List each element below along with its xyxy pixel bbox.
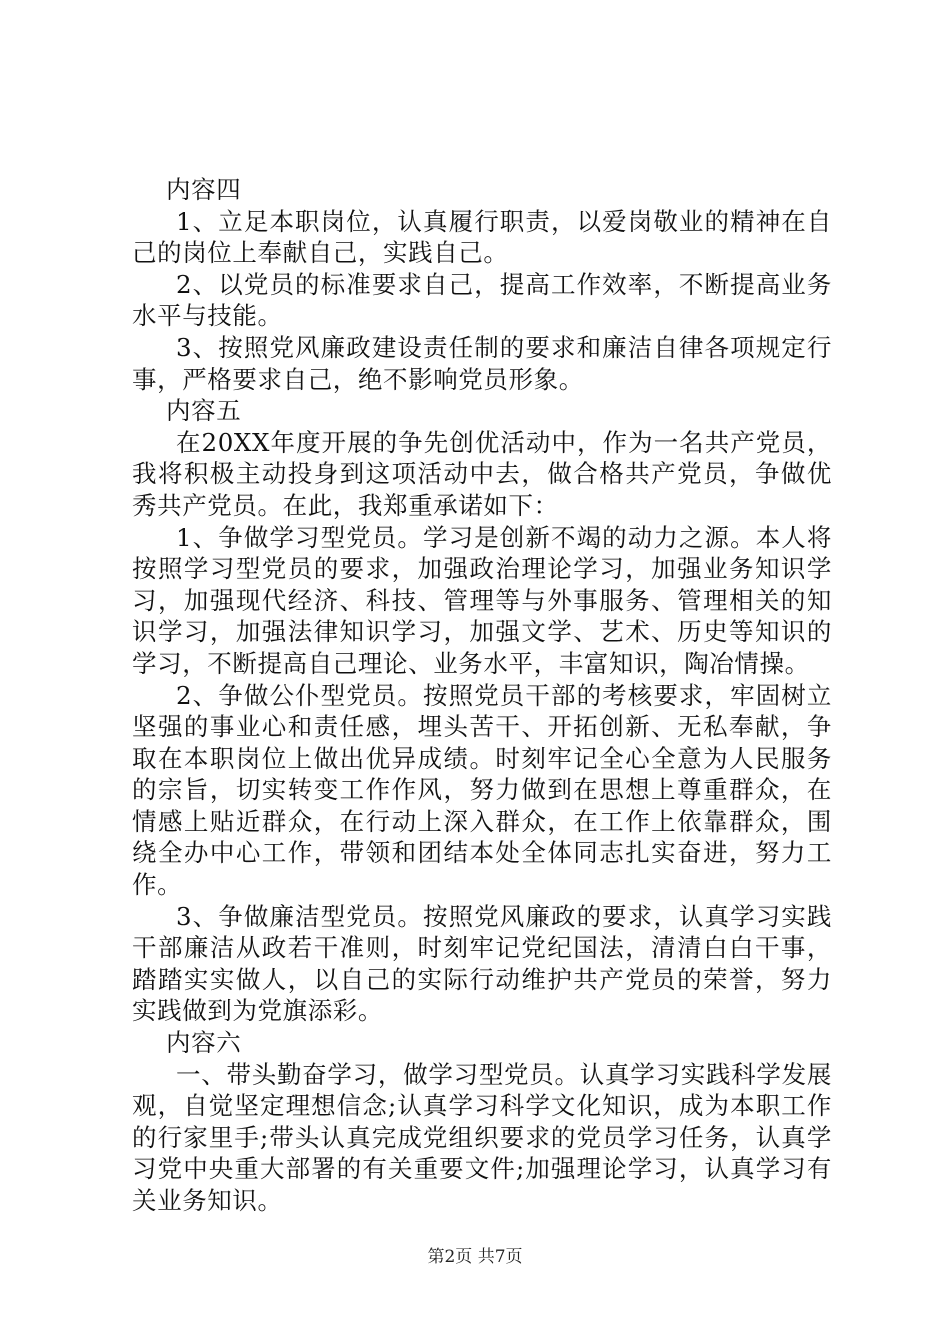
section-heading: 内容五	[166, 396, 242, 426]
document-body	[132, 174, 832, 1217]
paragraph: 3、争做廉洁型党员。按照党风廉政的要求，认真学习实践干部廉洁从政若干准则，时刻牢记党纪国法，清清白白干事，踏踏实实做人，以自己的实际行动维护共产党员的荣誉，努力实践做到为党旗添彩。	[132, 901, 832, 1026]
page-number-footer: 第2页 共7页	[427, 1247, 523, 1267]
paragraph: 3、按照党风廉政建设责任制的要求和廉洁自律各项规定行事，严格要求自己，绝不影响党员形象。	[132, 332, 832, 394]
paragraph: 在20XX年度开展的争先创优活动中，作为一名共产党员，我将积极主动投身到这项活动中去，做合格共产党员，争做优秀共产党员。在此，我郑重承诺如下：	[132, 427, 832, 520]
paragraph: 1、争做学习型党员。学习是创新不竭的动力之源。本人将按照学习型党员的要求，加强政治理论学习，加强业务知识学习，加强现代经济、科技、管理等与外事服务、管理相关的知识学习，加强法律知识学习，加强文学、艺术、历史等知识的学习，不断提高自己理论、业务水平，丰富知识，陶冶情操。	[132, 522, 832, 678]
paragraph: 1、立足本职岗位，认真履行职责，以爱岗敬业的精神在自己的岗位上奉献自己，实践自己。	[132, 206, 832, 268]
paragraph: 2、争做公仆型党员。按照党员干部的考核要求，牢固树立坚强的事业心和责任感，埋头苦干、开拓创新、无私奉献，争取在本职岗位上做出优异成绩。时刻牢记全心全意为人民服务的宗旨，切实转变工作作风，努力做到在思想上尊重群众，在情感上贴近群众，在行动上深入群众，在工作上依靠群众，围绕全办中心工作，带领和团结本处全体同志扎实奋进，努力工作。	[132, 680, 832, 900]
paragraph: 2、以党员的标准要求自己，提高工作效率，不断提高业务水平与技能。	[132, 269, 832, 331]
paragraph: 一、带头勤奋学习，做学习型党员。认真学习实践科学发展观，自觉坚定理想信念;认真学习科学文化知识，成为本职工作的行家里手;带头认真完成党组织要求的党员学习任务，认真学习党中央重大部署的有关重要文件;加强理论学习，认真学习有关业务知识。	[132, 1059, 832, 1215]
section-heading: 内容六	[166, 1028, 242, 1058]
section-heading: 内容四	[166, 175, 242, 204]
